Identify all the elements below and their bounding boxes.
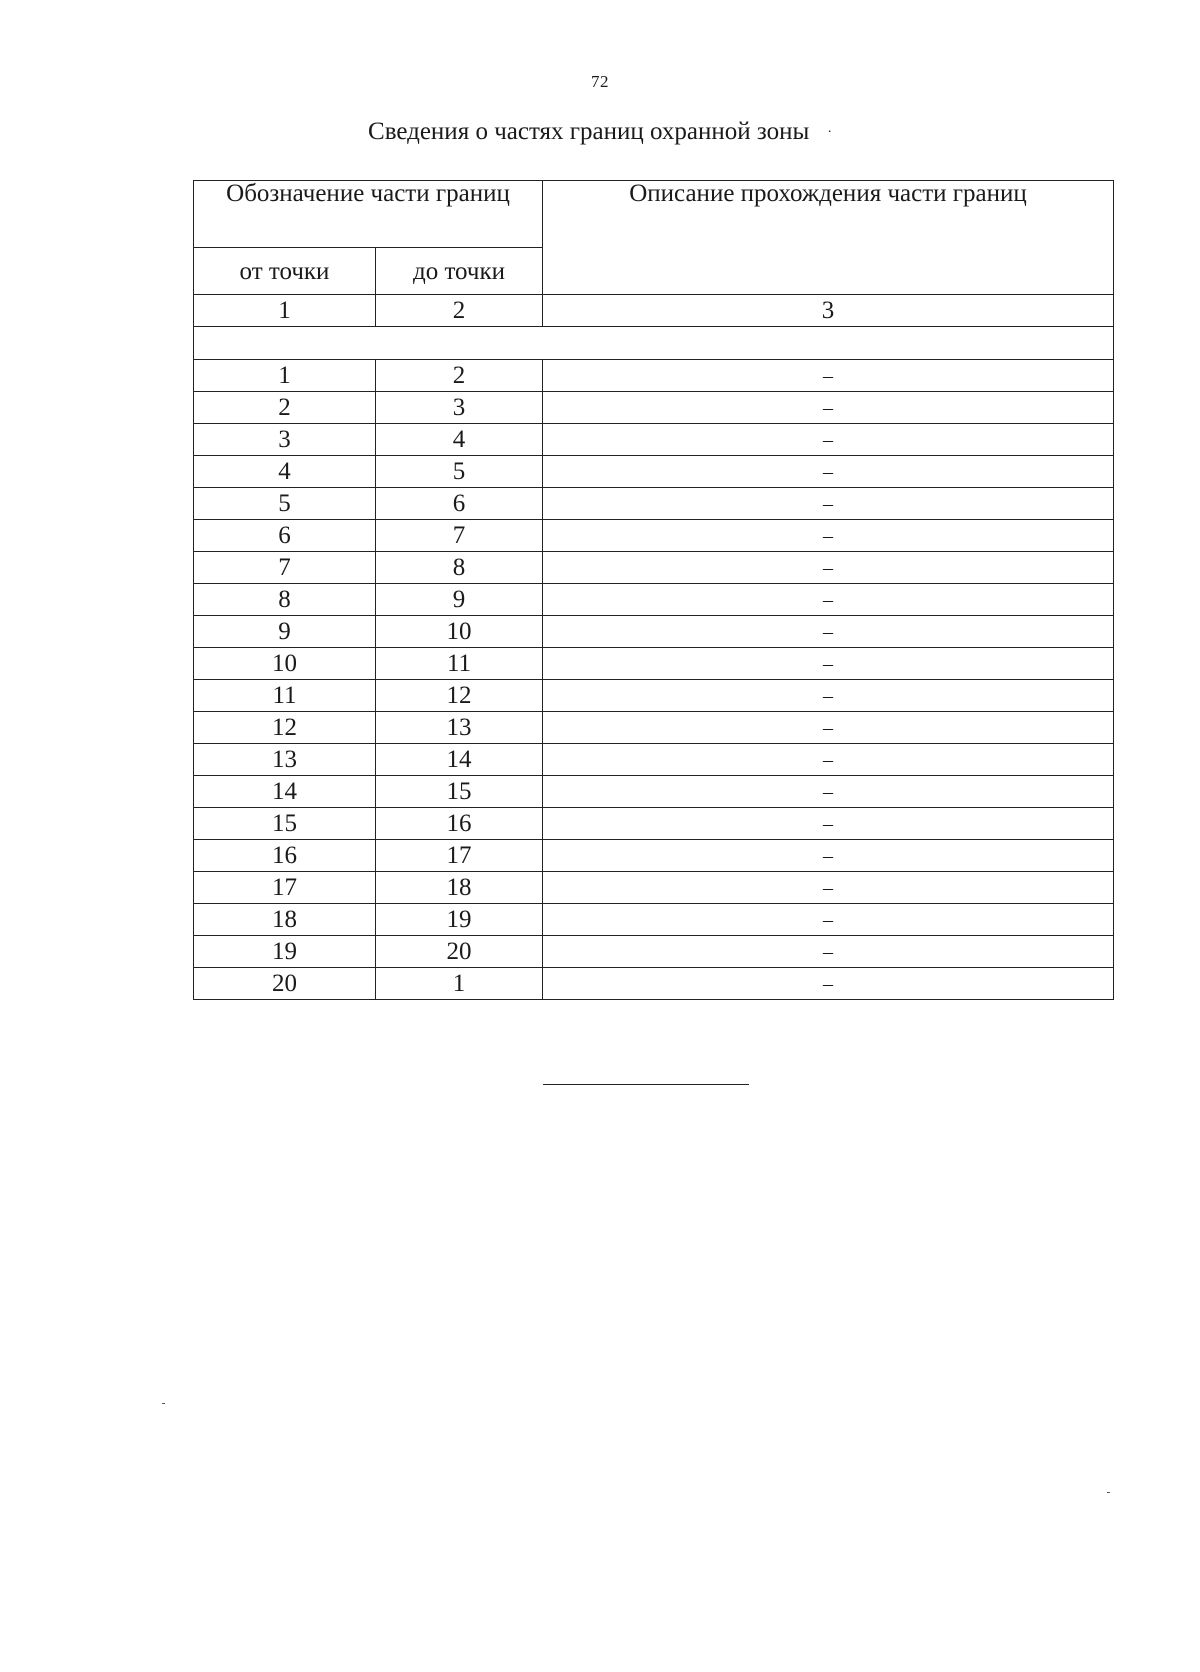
from-point-cell: 12 [194,712,376,744]
table-row [194,936,1114,968]
table-row [194,552,1114,584]
description-cell: – [543,744,1114,776]
to-point-cell: 10 [376,616,543,648]
description-cell: – [543,968,1114,1000]
table-row [194,520,1114,552]
to-point-cell: 17 [376,840,543,872]
to-point-cell: 2 [376,360,543,392]
description-cell: – [543,456,1114,488]
blank-row [194,327,1114,360]
to-point-cell: 8 [376,552,543,584]
description-cell: – [543,584,1114,616]
table-row [194,744,1114,776]
description-cell: – [543,904,1114,936]
from-point-cell: 9 [194,616,376,648]
header-group-cell: Обозначение части границ [194,181,543,248]
description-cell: – [543,808,1114,840]
description-cell: – [543,776,1114,808]
column-number-1: 1 [194,295,376,327]
from-point-cell: 16 [194,840,376,872]
description-cell: – [543,552,1114,584]
table-row [194,872,1114,904]
description-cell: – [543,840,1114,872]
to-point-cell: 5 [376,456,543,488]
boundary-parts-table [193,180,1114,1000]
header-from-cell: от точки [194,248,376,295]
to-point-cell: 13 [376,712,543,744]
from-point-cell: 6 [194,520,376,552]
blank-cell [194,327,1114,360]
from-point-cell: 1 [194,360,376,392]
to-point-cell: 4 [376,424,543,456]
header-description-cell: Описание прохождения части границ [543,181,1114,295]
from-point-cell: 5 [194,488,376,520]
description-cell: – [543,616,1114,648]
to-point-cell: 15 [376,776,543,808]
to-point-cell: 16 [376,808,543,840]
table-row [194,616,1114,648]
header-to-cell: до точки [376,248,543,295]
to-point-cell: 7 [376,520,543,552]
from-point-cell: 4 [194,456,376,488]
from-point-cell: 13 [194,744,376,776]
from-point-cell: 3 [194,424,376,456]
scan-speck [162,1403,165,1404]
title-mark: · [827,125,832,141]
table-row [194,904,1114,936]
scan-speck [1107,1492,1110,1493]
table-row [194,840,1114,872]
page-number: 72 [591,72,609,91]
description-cell: – [543,936,1114,968]
table-body [194,181,1114,1000]
description-cell: – [543,488,1114,520]
description-cell: – [543,872,1114,904]
end-rule [543,1084,749,1085]
document-title-text: Сведения о частях границ охранной зоны [368,118,810,145]
from-point-cell: 11 [194,680,376,712]
table-row [194,968,1114,1000]
table-row [194,808,1114,840]
from-point-cell: 17 [194,872,376,904]
description-cell: – [543,680,1114,712]
column-number-3: 3 [543,295,1114,327]
from-point-cell: 14 [194,776,376,808]
description-cell: – [543,712,1114,744]
table-row [194,392,1114,424]
from-point-cell: 19 [194,936,376,968]
to-point-cell: 11 [376,648,543,680]
description-cell: – [543,648,1114,680]
column-number-2: 2 [376,295,543,327]
from-point-cell: 8 [194,584,376,616]
from-point-cell: 18 [194,904,376,936]
table-row [194,360,1114,392]
from-point-cell: 20 [194,968,376,1000]
to-point-cell: 9 [376,584,543,616]
from-point-cell: 2 [194,392,376,424]
description-cell: – [543,520,1114,552]
from-point-cell: 7 [194,552,376,584]
description-cell: – [543,392,1114,424]
table-row [194,584,1114,616]
to-point-cell: 12 [376,680,543,712]
table-row [194,680,1114,712]
to-point-cell: 20 [376,936,543,968]
header-row [194,181,1114,248]
to-point-cell: 6 [376,488,543,520]
to-point-cell: 19 [376,904,543,936]
table-row [194,712,1114,744]
column-number-row [194,295,1114,327]
table-row [194,424,1114,456]
to-point-cell: 18 [376,872,543,904]
table-row [194,648,1114,680]
description-cell: – [543,360,1114,392]
table-row [194,776,1114,808]
from-point-cell: 10 [194,648,376,680]
table-row [194,488,1114,520]
to-point-cell: 1 [376,968,543,1000]
description-cell: – [543,424,1114,456]
document-title [0,118,1200,146]
table-row [194,456,1114,488]
to-point-cell: 14 [376,744,543,776]
to-point-cell: 3 [376,392,543,424]
from-point-cell: 15 [194,808,376,840]
